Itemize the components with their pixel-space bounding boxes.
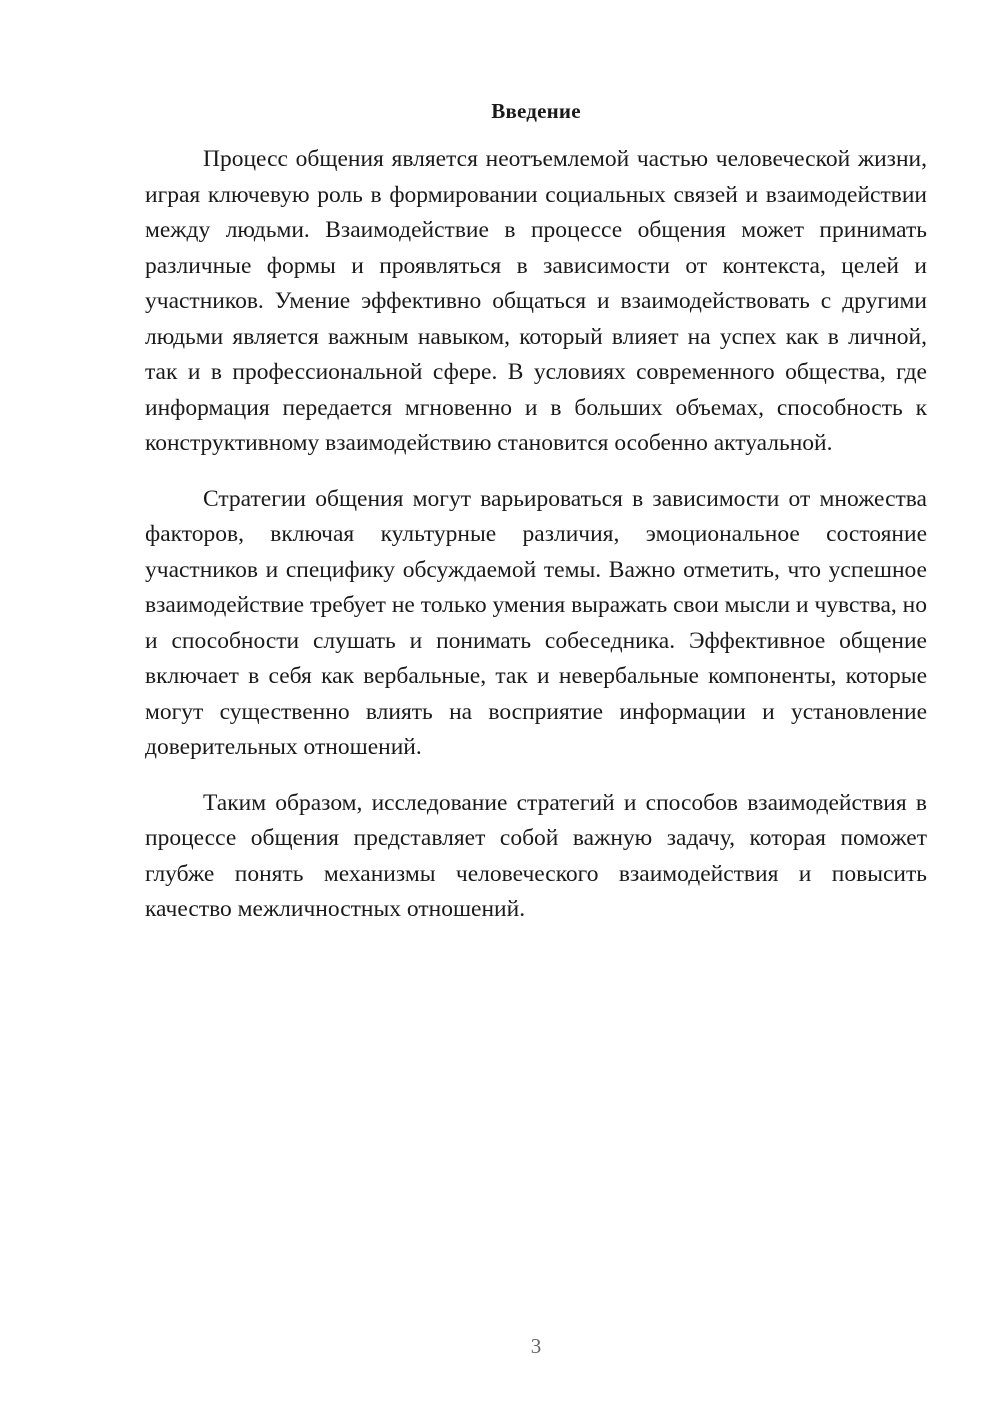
page-title: Введение <box>491 99 581 123</box>
paragraph-2: Стратегии общения могут варьироваться в зависимости от множества факторов, включая культурные различия, эмоциональное состояние участников и специфику обсуждаемой темы. Важно отметить, что успешное взаимодействие требует не только умения выражать свои мысли и чувства, но и способности слушать и понимать собеседника. Эффективное общение включает в себя как вербальные, так и невербальные компоненты, которые могут существенно влиять на восприятие информации и установление доверительных отношений. <box>145 485 927 760</box>
paragraph-1: Процесс общения является неотъемлемой частью человеческой жизни, играя ключевую роль в формировании социальных связей и взаимодействии между людьми. Взаимодействие в процессе общения может принимать различные формы и проявляться в зависимости от контекста, целей и участников. Умение эффективно общаться и взаимодействовать с другими людьми является важным навыком, который влияет на успех как в личной, так и в профессиональной сфере. В условиях современного общества, где информация передается мгновенно и в больших объемах, способность к конструктивному взаимодействию становится особенно актуальной. <box>145 146 927 456</box>
paragraph-3: Таким образом, исследование стратегий и способов взаимодействия в процессе общения представляет собой важную задачу, которая поможет глубже понять механизмы человеческого взаимодействия и повысить качество межличностных отношений. <box>145 789 927 922</box>
page-number: 3 <box>530 1334 542 1358</box>
body-text <box>145 142 927 928</box>
